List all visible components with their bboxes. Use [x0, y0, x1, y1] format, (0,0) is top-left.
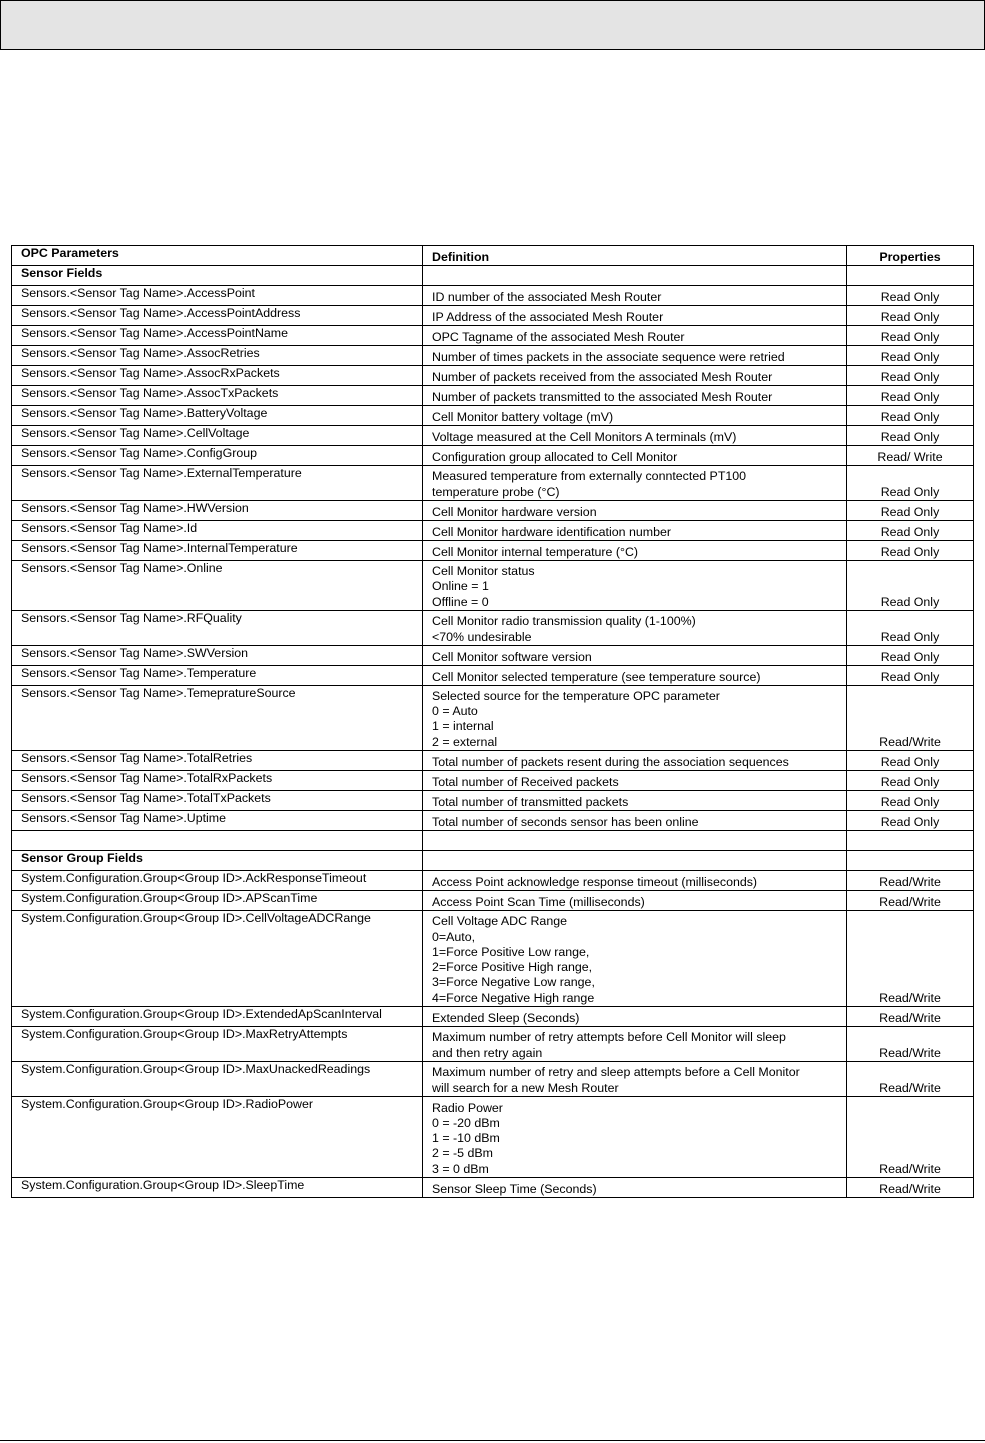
table-row: [12, 911, 974, 1007]
opc-parameter-name: System.Configuration.Group<Group ID>.ExtendedApScanInterval: [12, 1007, 423, 1027]
definition-line: Configuration group allocated to Cell Monitor: [432, 449, 678, 464]
definition-cell: [423, 871, 847, 891]
table-row: [12, 306, 974, 326]
table-row: [12, 286, 974, 306]
table-row: [12, 426, 974, 446]
property-value: Read Only: [847, 666, 974, 686]
table-row: [12, 1178, 974, 1198]
definition-cell: [423, 1007, 847, 1027]
section-title-row: [12, 266, 974, 286]
table-row: [12, 561, 974, 611]
table-row: [12, 466, 974, 501]
property-value: Read Only: [847, 426, 974, 446]
definition-cell: [423, 1027, 847, 1062]
page-header-box: [0, 0, 985, 50]
table-row: [12, 1007, 974, 1027]
section-title: Sensor Group Fields: [12, 851, 423, 871]
definition-line: Total number of packets resent during the association sequences: [432, 754, 789, 769]
property-value: Read Only: [847, 501, 974, 521]
definition-cell: [423, 611, 847, 646]
empty-cell: [12, 831, 423, 851]
property-value: Read/Write: [847, 1178, 974, 1198]
opc-parameter-name: Sensors.<Sensor Tag Name>.AccessPoint: [12, 286, 423, 306]
opc-parameter-name: Sensors.<Sensor Tag Name>.AssocRxPackets: [12, 366, 423, 386]
definition-line: Online = 1: [432, 579, 489, 594]
definition-line: Total number of Received packets: [432, 774, 619, 789]
opc-parameters-table: [11, 245, 974, 1198]
definition-line: Extended Sleep (Seconds): [432, 1010, 580, 1025]
definition-line: Cell Monitor selected temperature (see temperature source): [432, 669, 761, 684]
definition-cell: [423, 891, 847, 911]
property-value: Read/Write: [847, 1097, 974, 1178]
definition-line: 1 = internal: [432, 719, 494, 734]
definition-cell: [423, 751, 847, 771]
table-row: [12, 1097, 974, 1178]
definition-line: Cell Monitor radio transmission quality (1-100%): [432, 614, 696, 629]
definition-line: Number of packets received from the associated Mesh Router: [432, 369, 773, 384]
property-value: Read Only: [847, 771, 974, 791]
property-value: Read Only: [847, 791, 974, 811]
section-title-row: [12, 851, 974, 871]
opc-parameter-name: System.Configuration.Group<Group ID>.RadioPower: [12, 1097, 423, 1178]
table-row: [12, 751, 974, 771]
property-value: Read/Write: [847, 891, 974, 911]
empty-cell: [847, 266, 974, 286]
definition-cell: [423, 326, 847, 346]
property-value: Read Only: [847, 751, 974, 771]
definition-cell: [423, 1097, 847, 1178]
definition-line: temperature probe (°C): [432, 484, 560, 499]
definition-line: Cell Monitor software version: [432, 649, 592, 664]
definition-line: <70% undesirable: [432, 629, 532, 644]
table-row: [12, 666, 974, 686]
opc-parameter-name: Sensors.<Sensor Tag Name>.CellVoltage: [12, 426, 423, 446]
definition-line: 2 = external: [432, 734, 498, 749]
empty-cell: [423, 266, 847, 286]
table-row: [12, 406, 974, 426]
opc-parameter-name: Sensors.<Sensor Tag Name>.Id: [12, 521, 423, 541]
empty-cell: [423, 851, 847, 871]
definition-cell: [423, 686, 847, 751]
definition-line: 0 = -20 dBm: [432, 1115, 500, 1130]
opc-parameter-name: System.Configuration.Group<Group ID>.MaxUnackedReadings: [12, 1062, 423, 1097]
definition-line: Cell Monitor hardware identification number: [432, 524, 671, 539]
definition-line: Cell Monitor battery voltage (mV): [432, 409, 614, 424]
property-value: Read/Write: [847, 871, 974, 891]
table-row: [12, 871, 974, 891]
definition-line: Cell Monitor internal temperature (°C): [432, 544, 639, 559]
definition-cell: [423, 346, 847, 366]
opc-parameter-name: Sensors.<Sensor Tag Name>.AccessPointName: [12, 326, 423, 346]
property-value: Read Only: [847, 346, 974, 366]
definition-line: Measured temperature from externally conntected PT100: [432, 469, 747, 484]
definition-cell: [423, 911, 847, 1007]
spacer-row: [12, 831, 974, 851]
definition-cell: [423, 466, 847, 501]
definition-cell: [423, 521, 847, 541]
header-properties: Properties: [847, 246, 974, 266]
opc-parameter-name: Sensors.<Sensor Tag Name>.Temperature: [12, 666, 423, 686]
definition-line: Cell Monitor status: [432, 564, 535, 579]
table-row: [12, 366, 974, 386]
property-value: Read Only: [847, 521, 974, 541]
definition-line: Access Point acknowledge response timeout (milliseconds): [432, 874, 758, 889]
definition-cell: [423, 1062, 847, 1097]
definition-line: Selected source for the temperature OPC parameter: [432, 688, 720, 703]
definition-line: Offline = 0: [432, 594, 489, 609]
definition-line: Radio Power: [432, 1100, 503, 1115]
opc-parameter-name: Sensors.<Sensor Tag Name>.TotalRetries: [12, 751, 423, 771]
definition-cell: [423, 306, 847, 326]
property-value: Read Only: [847, 366, 974, 386]
definition-cell: [423, 426, 847, 446]
opc-parameter-name: Sensors.<Sensor Tag Name>.TotalRxPackets: [12, 771, 423, 791]
footer-rule: [0, 1440, 985, 1441]
property-value: Read Only: [847, 646, 974, 666]
table-row: [12, 326, 974, 346]
definition-cell: [423, 646, 847, 666]
opc-parameter-name: System.Configuration.Group<Group ID>.AckResponseTimeout: [12, 871, 423, 891]
table-row: [12, 1062, 974, 1097]
definition-line: 3 = 0 dBm: [432, 1161, 489, 1176]
header-opc-parameters: OPC Parameters: [12, 246, 423, 266]
definition-line: Cell Voltage ADC Range: [432, 914, 568, 929]
table-row: [12, 446, 974, 466]
definition-cell: [423, 501, 847, 521]
table-row: [12, 346, 974, 366]
definition-line: will search for a new Mesh Router: [432, 1080, 619, 1095]
opc-parameter-name: Sensors.<Sensor Tag Name>.AssocTxPackets: [12, 386, 423, 406]
table-row: [12, 611, 974, 646]
definition-cell: [423, 541, 847, 561]
definition-cell: [423, 1178, 847, 1198]
opc-parameter-name: Sensors.<Sensor Tag Name>.RFQuality: [12, 611, 423, 646]
opc-parameter-name: Sensors.<Sensor Tag Name>.TemepratureSource: [12, 686, 423, 751]
opc-parameter-name: Sensors.<Sensor Tag Name>.AccessPointAddress: [12, 306, 423, 326]
property-value: Read Only: [847, 306, 974, 326]
table-row: [12, 501, 974, 521]
opc-parameter-name: Sensors.<Sensor Tag Name>.ConfigGroup: [12, 446, 423, 466]
table-header-row: [12, 246, 974, 266]
opc-parameter-name: Sensors.<Sensor Tag Name>.Online: [12, 561, 423, 611]
table-row: [12, 771, 974, 791]
opc-parameter-name: Sensors.<Sensor Tag Name>.ExternalTemperature: [12, 466, 423, 501]
property-value: Read Only: [847, 286, 974, 306]
definition-line: 0 = Auto: [432, 704, 478, 719]
opc-parameter-name: Sensors.<Sensor Tag Name>.BatteryVoltage: [12, 406, 423, 426]
definition-line: Voltage measured at the Cell Monitors A terminals (mV): [432, 429, 737, 444]
definition-line: 1=Force Positive Low range,: [432, 944, 590, 959]
definition-cell: [423, 286, 847, 306]
opc-parameter-name: System.Configuration.Group<Group ID>.APScanTime: [12, 891, 423, 911]
opc-parameter-name: Sensors.<Sensor Tag Name>.InternalTemperature: [12, 541, 423, 561]
section-title: Sensor Fields: [12, 266, 423, 286]
definition-line: 3=Force Negative Low range,: [432, 975, 595, 990]
table-row: [12, 541, 974, 561]
definition-line: Maximum number of retry and sleep attempts before a Cell Monitor: [432, 1065, 800, 1080]
opc-parameter-name: Sensors.<Sensor Tag Name>.Uptime: [12, 811, 423, 831]
property-value: Read/Write: [847, 1027, 974, 1062]
table-row: [12, 1027, 974, 1062]
definition-line: Number of packets transmitted to the associated Mesh Router: [432, 389, 773, 404]
property-value: Read/Write: [847, 1062, 974, 1097]
opc-parameter-name: Sensors.<Sensor Tag Name>.HWVersion: [12, 501, 423, 521]
definition-cell: [423, 366, 847, 386]
definition-line: OPC Tagname of the associated Mesh Router: [432, 329, 685, 344]
definition-line: Number of times packets in the associate sequence were retried: [432, 349, 785, 364]
definition-line: Total number of transmitted packets: [432, 794, 629, 809]
definition-cell: [423, 406, 847, 426]
property-value: Read Only: [847, 561, 974, 611]
definition-line: Sensor Sleep Time (Seconds): [432, 1181, 597, 1196]
definition-cell: [423, 666, 847, 686]
definition-cell: [423, 771, 847, 791]
property-value: Read Only: [847, 406, 974, 426]
property-value: Read Only: [847, 386, 974, 406]
definition-cell: [423, 791, 847, 811]
definition-line: Maximum number of retry attempts before Cell Monitor will sleep: [432, 1030, 786, 1045]
opc-parameter-name: Sensors.<Sensor Tag Name>.SWVersion: [12, 646, 423, 666]
property-value: Read/Write: [847, 1007, 974, 1027]
definition-line: IP Address of the associated Mesh Router: [432, 309, 664, 324]
table-row: [12, 891, 974, 911]
table-row: [12, 811, 974, 831]
definition-cell: [423, 811, 847, 831]
empty-cell: [423, 831, 847, 851]
definition-line: Total number of seconds sensor has been online: [432, 814, 699, 829]
opc-parameter-name: Sensors.<Sensor Tag Name>.AssocRetries: [12, 346, 423, 366]
definition-line: 4=Force Negative High range: [432, 990, 595, 1005]
property-value: Read/Write: [847, 911, 974, 1007]
property-value: Read Only: [847, 466, 974, 501]
definition-line: Cell Monitor hardware version: [432, 504, 597, 519]
table-row: [12, 521, 974, 541]
property-value: Read/ Write: [847, 446, 974, 466]
definition-cell: [423, 561, 847, 611]
definition-cell: [423, 386, 847, 406]
opc-parameter-name: System.Configuration.Group<Group ID>.CellVoltageADCRange: [12, 911, 423, 1007]
empty-cell: [847, 851, 974, 871]
definition-line: ID number of the associated Mesh Router: [432, 289, 662, 304]
empty-cell: [847, 831, 974, 851]
opc-parameter-name: System.Configuration.Group<Group ID>.SleepTime: [12, 1178, 423, 1198]
property-value: Read Only: [847, 611, 974, 646]
table-row: [12, 386, 974, 406]
property-value: Read Only: [847, 811, 974, 831]
opc-parameter-name: Sensors.<Sensor Tag Name>.TotalTxPackets: [12, 791, 423, 811]
definition-line: 0=Auto,: [432, 929, 476, 944]
property-value: Read/Write: [847, 686, 974, 751]
table-row: [12, 686, 974, 751]
property-value: Read Only: [847, 541, 974, 561]
definition-cell: [423, 446, 847, 466]
definition-line: Access Point Scan Time (milliseconds): [432, 894, 645, 909]
table-row: [12, 646, 974, 666]
definition-line: 2=Force Positive High range,: [432, 960, 593, 975]
definition-line: 1 = -10 dBm: [432, 1131, 500, 1146]
definition-line: 2 = -5 dBm: [432, 1146, 493, 1161]
header-definition: Definition: [423, 246, 847, 266]
property-value: Read Only: [847, 326, 974, 346]
opc-parameter-name: System.Configuration.Group<Group ID>.MaxRetryAttempts: [12, 1027, 423, 1062]
table-row: [12, 791, 974, 811]
definition-line: and then retry again: [432, 1045, 543, 1060]
